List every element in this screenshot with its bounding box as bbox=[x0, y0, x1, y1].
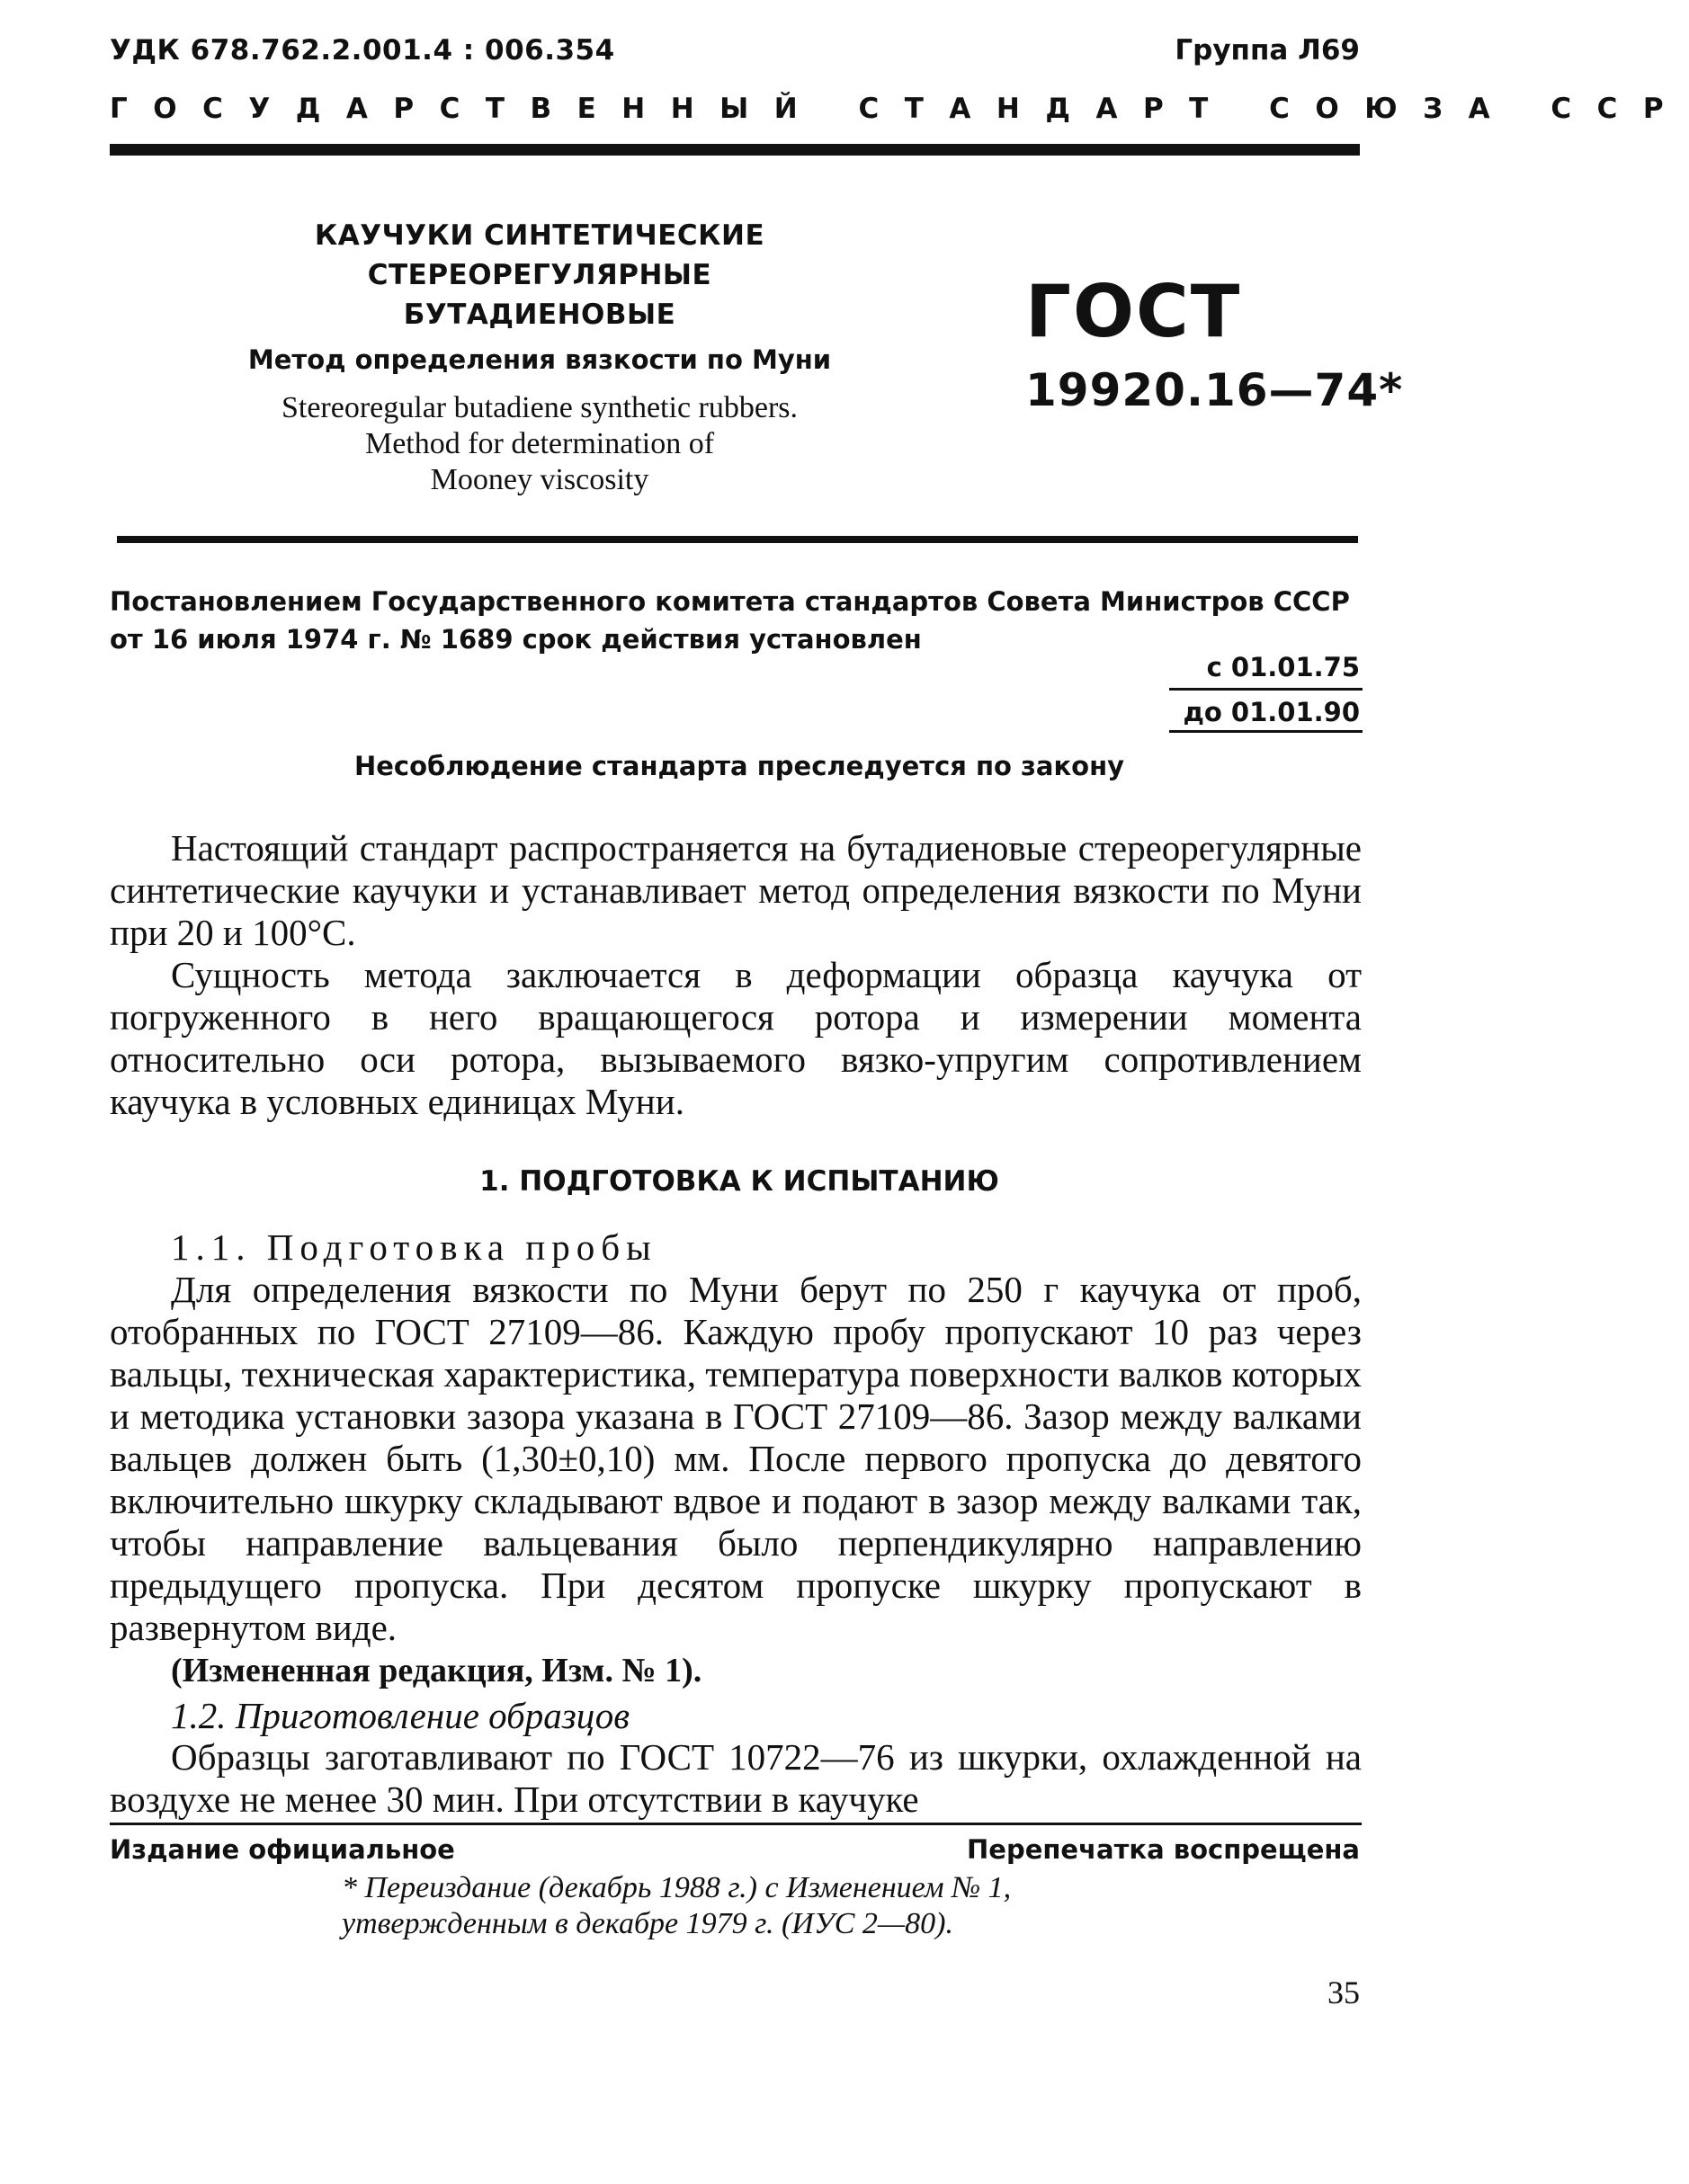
title-subtitle: Метод определения вязкости по Муни bbox=[247, 344, 832, 375]
udc-code: УДК 678.762.2.001.4 : 006.354 bbox=[110, 34, 615, 67]
reissue-note-line-2: утвержденным в декабре 1979 г. (ИУС 2—80). bbox=[342, 1907, 953, 1940]
essence-paragraph: Сущность метода заключается в деформации образца каучука от погруженного в него вращающегося ротора и измерении момента относительно оси ротора, вызываемого вязко-упругим сопротивлением каучука в условных единицах Муни. bbox=[110, 954, 1362, 1122]
date-underline bbox=[1169, 688, 1363, 691]
reissue-note-line-1: * Переиздание (декабрь 1988 г.) с Изменением № 1, bbox=[342, 1871, 1012, 1904]
gost-number: 19920.16—74* bbox=[1025, 364, 1404, 416]
title-block bbox=[153, 216, 926, 498]
effective-to-date: до 01.01.90 bbox=[1183, 697, 1360, 727]
header-rule bbox=[110, 144, 1360, 156]
specimen-preparation-paragraph: Образцы заготавливают по ГОСТ 10722—76 из шкурки, охлажденной на воздухе не менее 30 мин. При отсутствии в каучуке bbox=[110, 1736, 1362, 1820]
section-rule bbox=[117, 536, 1358, 543]
english-title-line-3: Mooney viscosity bbox=[430, 463, 649, 496]
gost-label: ГОСТ bbox=[1025, 270, 1242, 353]
page-number: 35 bbox=[1327, 1975, 1360, 2010]
group-code: Группа Л69 bbox=[1175, 34, 1360, 67]
english-title bbox=[153, 390, 926, 498]
subsection-heading: 1.2. Приготовление образцов bbox=[171, 1695, 630, 1736]
decree-text: Постановлением Государственного комитета стандартов Совета Министров СССР от 16 июля 1974 г. № 1689 срок действия установлен bbox=[110, 586, 1350, 655]
state-standard-banner: ГОСУДАРСТВЕННЫЙ СТАНДАРТ СОЮЗА ССР bbox=[110, 93, 1689, 125]
sample-preparation-paragraph: Для определения вязкости по Муни берут по 250 г каучука от проб, отобранных по ГОСТ 27109—86. Каждую пробу пропускают 10 раз через вальцы, техническая характеристика, температура поверхности валков которых и методика установки зазора указана в ГОСТ 27109—86. Зазор между валками вальцев должен быть (1,30±0,10) мм. После первого пропуска до девятого включительно шкурку складывают вдвое и подают в зазор между валками так, чтобы направление вальцевания было перпендикулярно направлению предыдущего пропуска. При десятом пропуске шкурку пропускают в развернутом виде. bbox=[110, 1269, 1362, 1648]
title-line-2: БУТАДИЕНОВЫЕ bbox=[403, 299, 676, 331]
footer-rule bbox=[110, 1823, 1362, 1825]
title-line-1: КАУЧУКИ СИНТЕТИЧЕСКИЕ СТЕРЕОРЕГУЛЯРНЫЕ bbox=[314, 219, 765, 291]
date-underline bbox=[1169, 730, 1363, 733]
reprint-notice: Перепечатка воспрещена bbox=[967, 1834, 1360, 1865]
edition-label: Издание официальное bbox=[110, 1834, 455, 1865]
effective-from-date: с 01.01.75 bbox=[1206, 652, 1360, 682]
english-title-line-1: Stereoregular butadiene synthetic rubbers. bbox=[281, 391, 798, 424]
subsection-heading: 1.1. Подготовка пробы bbox=[171, 1226, 657, 1268]
intro-paragraph: Настоящий стандарт распространяется на бутадиеновые стереорегулярные синтетические каучуки и устанавливает метод определения вязкости по Муни при 20 и 100°С. bbox=[110, 827, 1362, 953]
reissue-note bbox=[342, 1870, 1151, 1942]
english-title-line-2: Method for determination of bbox=[364, 427, 715, 460]
legal-warning: Несоблюдение стандарта преследуется по закону bbox=[353, 751, 1125, 781]
amendment-note: (Измененная редакция, Изм. № 1). bbox=[171, 1652, 702, 1689]
section-heading: 1. ПОДГОТОВКА К ИСПЫТАНИЮ bbox=[479, 1165, 999, 1198]
